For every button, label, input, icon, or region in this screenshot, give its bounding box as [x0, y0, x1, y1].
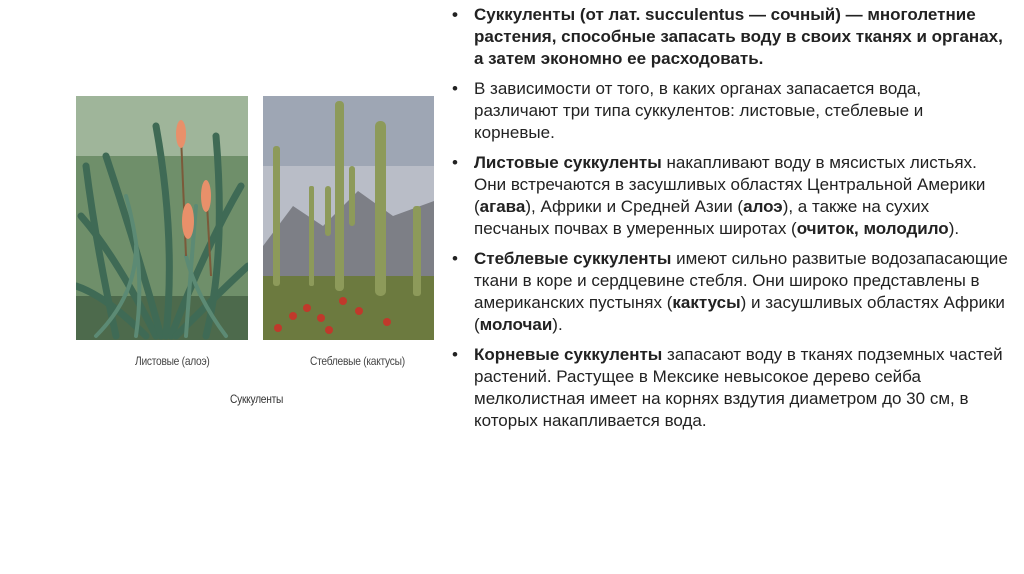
- succulents-figure: [76, 96, 434, 416]
- stem-text-2: ) и засушливых областях Африки (: [474, 293, 1005, 334]
- bullet-root-succulents: [448, 344, 1008, 432]
- stem-lead: Стеблевые суккуленты: [474, 249, 672, 268]
- leaf-text-3: ), а также на сухих песчаных почвах в умеренных широтах (: [474, 197, 930, 238]
- bullet-list: [448, 4, 1008, 440]
- caption-aloe: Листовые (алоэ): [135, 354, 210, 368]
- leaf-text-4: ).: [948, 219, 960, 238]
- leaf-text-1: накапливают воду в мясистых листьях. Они встречаются в засушливых областях Центральной Америки (: [474, 153, 986, 216]
- leaf-key-sedum: очиток, молодило: [796, 219, 949, 238]
- root-lead: Корневые суккуленты: [474, 345, 663, 364]
- bullet-leaf-succulents: [448, 152, 1008, 240]
- leaf-key-agave: агава: [479, 197, 526, 216]
- caption-cactus: Стеблевые (кактусы): [310, 354, 405, 368]
- types-text: В зависимости от того, в каких органах запасается вода, различают три типа суккулентов: листовые, стеблевые и корневые.: [474, 79, 924, 142]
- figure-title: Суккуленты: [230, 392, 284, 406]
- definition-text: Суккуленты (от лат. succulentus — сочный) — многолетние растения, способные запасать воду в своих тканях и органах, а затем экономно ее расходовать.: [474, 5, 1003, 68]
- leaf-text-2: ), Африки и Средней Азии (: [525, 197, 744, 216]
- stem-key-euphorbia: молочаи: [479, 315, 553, 334]
- root-text-1: запасают воду в тканях подземных частей растений. Растущее в Мексике невысокое дерево сейба мелколистная имеет на корнях вздутия диаметром до 30 см, в которых накапливается вода.: [474, 345, 1003, 430]
- stem-text-1: имеют сильно развитые водозапасающие ткани в коре и сердцевине стебля. Они широко представлены в американских пустынях (: [474, 249, 1008, 312]
- aloe-photo: [76, 96, 248, 340]
- leaf-lead: Листовые суккуленты: [474, 153, 662, 172]
- bullet-types: [448, 78, 1008, 144]
- leaf-key-aloe: алоэ: [743, 197, 783, 216]
- cactus-photo: [263, 96, 434, 340]
- stem-text-3: ).: [552, 315, 563, 334]
- bullet-stem-succulents: [448, 248, 1008, 336]
- bullet-definition: [448, 4, 1008, 70]
- stem-key-cacti: кактусы: [672, 293, 741, 312]
